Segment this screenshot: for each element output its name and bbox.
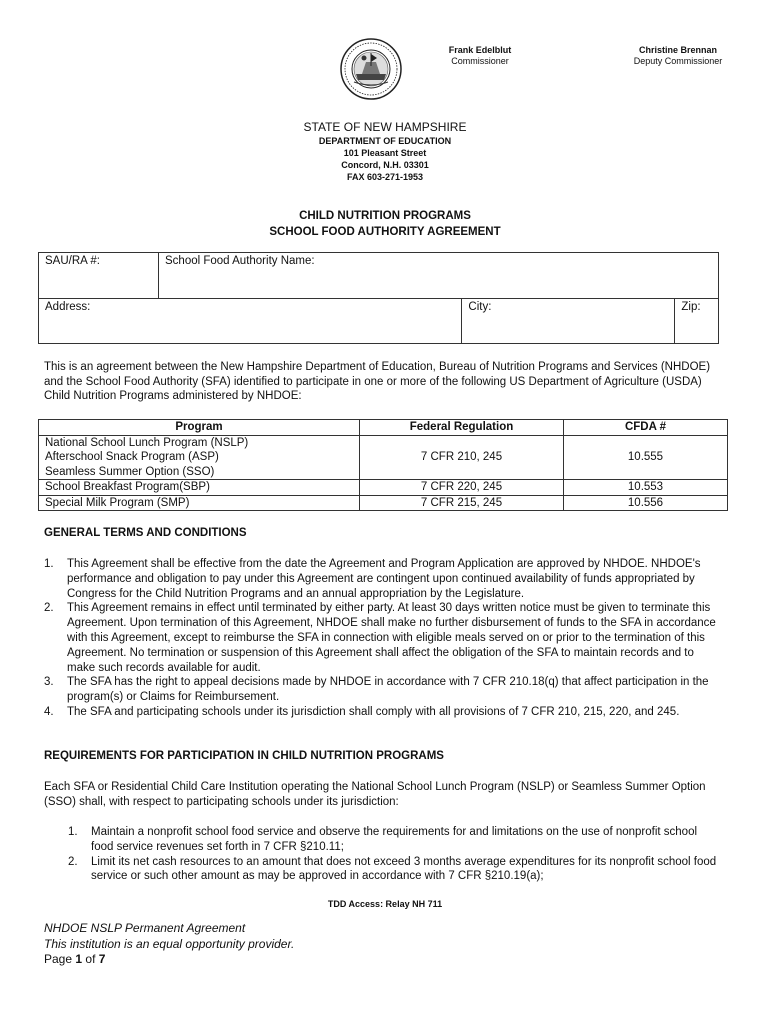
list-item (68, 825, 718, 855)
document-title (0, 208, 770, 240)
list-item (68, 855, 718, 885)
title-line-1: CHILD NUTRITION PROGRAMS (299, 210, 471, 222)
programs-header-regulation: Federal Regulation (360, 420, 564, 436)
programs-table (38, 419, 728, 511)
state-seal-icon (340, 38, 402, 100)
sfa-info-form (38, 252, 719, 344)
footer-agreement-name: NHDOE NSLP Permanent Agreement (44, 921, 246, 935)
sau-field[interactable] (39, 253, 159, 299)
list-item (44, 705, 724, 720)
requirements-list (68, 825, 718, 884)
cfda-cell: 10.556 (564, 495, 728, 511)
regulation-cell: 7 CFR 210, 245 (360, 435, 564, 480)
state-name: STATE OF NEW HAMPSHIRE (303, 120, 467, 134)
programs-header-cfda: CFDA # (564, 420, 728, 436)
table-row (39, 480, 728, 496)
program-name: National School Lunch Program (NSLP) (45, 436, 249, 449)
program-cell: School Breakfast Program(SBP) (39, 480, 360, 496)
program-name: Seamless Summer Option (SSO) (45, 465, 215, 478)
requirements-intro: Each SFA or Residential Child Care Institution operating the National School Lunch Program (NSLP) or Seamless Summer Option (SSO) shall, with respect to participating schools under its jurisdiction: (44, 781, 706, 808)
regulation-cell: 7 CFR 215, 245 (360, 495, 564, 511)
item-number: 1. (44, 558, 54, 570)
item-number: 4. (44, 705, 54, 718)
city-label: City: (468, 301, 492, 313)
commissioner-name: Frank Edelblut (448, 45, 512, 55)
item-number: 3. (44, 676, 54, 689)
deputy-name: Christine Brennan (638, 45, 717, 55)
page-word: Page (44, 952, 73, 966)
list-item (44, 557, 724, 601)
regulation-cell: 7 CFR 220, 245 (360, 480, 564, 496)
commissioner-block (420, 45, 540, 67)
item-number: 2. (68, 855, 78, 868)
general-terms-list (44, 557, 724, 720)
item-number: 1. (68, 826, 78, 838)
program-name: Afterschool Snack Program (ASP) (45, 451, 219, 463)
deputy-block (618, 45, 738, 67)
department-address (0, 135, 770, 183)
table-row (39, 435, 728, 480)
page-footer (44, 921, 294, 968)
requirements-heading: REQUIREMENTS FOR PARTICIPATION IN CHILD NUTRITION PROGRAMS (44, 750, 444, 762)
page-number (44, 952, 294, 968)
sau-label: SAU/RA #: (45, 255, 100, 267)
address-field[interactable] (39, 299, 462, 344)
item-text: The SFA and participating schools under its jurisdiction shall comply with all provisions of 7 CFR 210, 215, 220, and 245. (67, 705, 680, 718)
city-field[interactable] (462, 299, 675, 344)
intro-paragraph: This is an agreement between the New Hampshire Department of Education, Bureau of Nutrition Programs and Services (NHDOE) and the School Food Authority (SFA) identified to participate in one or more of the following US Department of Agriculture (USDA) Child Nutrition Programs administered by NHDOE: (44, 361, 711, 402)
zip-field[interactable] (675, 299, 719, 344)
city-address: Concord, N.H. 03301 (341, 160, 429, 170)
of-word: of (85, 952, 96, 966)
sfa-name-field[interactable] (159, 253, 719, 299)
programs-header-program: Program (39, 420, 360, 436)
item-text: Maintain a nonprofit school food service and observe the requirements for and limitations on the use of nonprofit school food service revenues set forth in 7 CFR §210.11; (91, 826, 698, 853)
street-address: 101 Pleasant Street (343, 148, 427, 158)
deputy-title: Deputy Commissioner (633, 56, 723, 66)
list-item (44, 601, 724, 675)
commissioner-title: Commissioner (451, 56, 509, 66)
list-item (44, 675, 724, 705)
item-text: The SFA has the right to appeal decisions made by NHDOE in accordance with 7 CFR 210.18(q) that affect participation in the program(s) or Claims for Reimbursement. (67, 676, 709, 704)
sfa-name-label: School Food Authority Name: (165, 255, 315, 267)
cfda-cell: 10.553 (564, 480, 728, 496)
page-current: 1 (75, 952, 83, 966)
general-terms-heading: GENERAL TERMS AND CONDITIONS (44, 527, 247, 539)
page-total: 7 (98, 952, 106, 966)
fax-number: FAX 603-271-1953 (346, 172, 424, 182)
table-row (39, 495, 728, 511)
address-label: Address: (45, 301, 91, 313)
program-cell: Special Milk Program (SMP) (39, 495, 360, 511)
footer-equal-opportunity: This institution is an equal opportunity provider. (44, 936, 295, 951)
zip-label: Zip: (681, 301, 701, 313)
item-text: Limit its net cash resources to an amount that does not exceed 3 months average expenditures for its nonprofit school food service or such other amount as may be approved in accordance with 7 CFR §210.19(a); (91, 855, 717, 883)
item-number: 2. (44, 602, 54, 615)
tdd-access: TDD Access: Relay NH 711 (327, 899, 443, 909)
cfda-cell: 10.555 (564, 435, 728, 480)
item-text: This Agreement shall be effective from the date the Agreement and Program Application are approved by NHDOE. NHDOE's performance and obligation to pay under this Agreement are contingent upon continued availability of funds appropriated by Congress for the Child Nutrition Programs and an annual appropriation by the Legislature. (67, 558, 701, 600)
item-text: This Agreement remains in effect until terminated by either party. At least 30 days written notice must be given to terminate this Agreement. Upon termination of this Agreement, NHDOE shall make no further disbursement of funds to the SFA in accordance with this Agreement, except to reimburse the SFA in connection with eligible meals served on or prior to the termination of this Agreement. No termination or suspension of this Agreement shall affect the obligation of the SFA to maintain records and to make such records available for audit. (67, 602, 716, 674)
program-cell (39, 435, 360, 480)
department-name: DEPARTMENT OF EDUCATION (318, 136, 452, 146)
title-line-2: SCHOOL FOOD AUTHORITY AGREEMENT (269, 226, 501, 238)
